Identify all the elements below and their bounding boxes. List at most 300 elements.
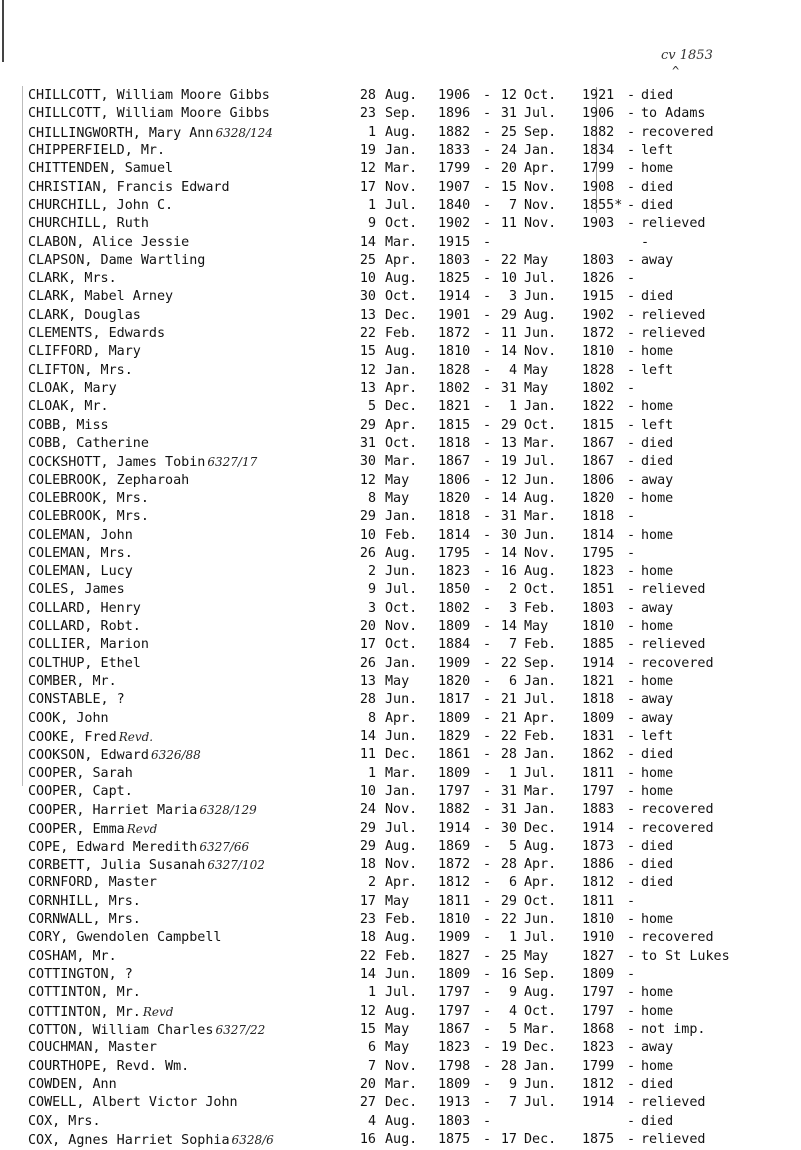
record-row <box>28 691 798 709</box>
admission-day: 10 <box>359 271 376 287</box>
discharge-month: Jul. <box>524 106 557 122</box>
admission-year: 1817 <box>438 692 471 708</box>
date-range-dash: - <box>483 1040 492 1056</box>
patient-name <box>28 124 273 143</box>
record-row <box>28 215 798 233</box>
admission-year: 1814 <box>438 527 471 543</box>
date-range-dash: - <box>483 930 492 946</box>
discharge-year: 1855* <box>582 197 623 213</box>
discharge-day: 22 <box>500 728 517 744</box>
patient-name-text: COLEBROOK, Mrs. <box>28 490 149 506</box>
admission-year: 1795 <box>438 545 471 561</box>
patient-name-text: COBB, Miss <box>28 417 109 433</box>
patient-name <box>28 142 165 160</box>
patient-name-text: COLEMAN, John <box>28 527 133 543</box>
outcome-status: recovered <box>641 820 714 836</box>
date-range-dash: - <box>483 417 492 433</box>
patient-name-text: COTTINGTON, ? <box>28 967 133 982</box>
outcome-status: recovered <box>641 802 714 818</box>
date-range-dash: - <box>483 88 492 103</box>
patient-name-text: COUCHMAN, Master <box>28 1040 157 1056</box>
date-range-dash: - <box>483 124 492 140</box>
date-range-dash: - <box>483 857 492 873</box>
patient-name <box>28 746 201 765</box>
admission-month: Aug. <box>385 545 418 561</box>
discharge-day: 29 <box>500 307 517 323</box>
admission-year: 1809 <box>438 967 471 982</box>
patient-name-text: CHILLINGWORTH, Mary Ann <box>28 125 214 141</box>
discharge-year: 1886 <box>582 857 615 873</box>
record-row <box>28 948 798 966</box>
date-range-dash: - <box>483 1003 492 1019</box>
record-row <box>28 472 798 490</box>
admission-year: 1797 <box>438 985 471 1001</box>
handwritten-annotation: 6326/88 <box>150 748 201 763</box>
outcome-status: home <box>641 564 674 580</box>
patient-name <box>28 87 270 105</box>
date-range-dash: - <box>483 967 492 982</box>
outcome-status: died <box>641 289 674 305</box>
status-dash: - <box>627 1058 636 1074</box>
discharge-day: 29 <box>500 893 517 909</box>
patient-name <box>28 911 141 929</box>
patient-name-text: COTTON, William Charles <box>28 1022 214 1038</box>
discharge-day: 22 <box>500 655 517 671</box>
status-dash: - <box>627 142 636 158</box>
patient-name <box>28 1131 274 1150</box>
patient-name <box>28 179 230 197</box>
discharge-month: Mar. <box>524 509 557 525</box>
admission-day: 13 <box>359 381 376 396</box>
outcome-status: died <box>641 435 674 451</box>
discharge-day: 14 <box>500 344 517 360</box>
outcome-status: home <box>641 912 674 928</box>
date-range-dash: - <box>483 655 492 671</box>
discharge-month: Jun. <box>524 326 557 342</box>
date-range-dash: - <box>483 106 492 122</box>
date-range-dash: - <box>483 637 492 653</box>
outcome-status: away <box>641 252 674 268</box>
outcome-status: away <box>641 472 674 488</box>
patient-name-text: COOPER, Sarah <box>28 765 133 781</box>
discharge-month: Dec. <box>524 820 557 836</box>
admission-year: 1909 <box>438 655 471 671</box>
discharge-month: Jul. <box>524 765 557 781</box>
patient-name-text: CLEMENTS, Edwards <box>28 326 166 342</box>
discharge-day: 1 <box>508 765 517 781</box>
patient-name <box>28 948 117 966</box>
record-row <box>28 508 798 526</box>
admission-day: 27 <box>359 1095 376 1111</box>
date-range-dash: - <box>483 509 492 525</box>
discharge-day: 1 <box>508 399 517 415</box>
admission-day: 1 <box>367 765 376 781</box>
outcome-status: - <box>641 234 650 250</box>
discharge-month: Jul. <box>524 930 557 946</box>
status-dash: - <box>627 820 636 836</box>
records-list <box>28 87 798 1149</box>
record-row <box>28 1076 798 1094</box>
discharge-year: 1914 <box>582 820 615 836</box>
discharge-day: 31 <box>500 783 517 799</box>
outcome-status: home <box>641 619 674 635</box>
status-dash: - <box>627 728 636 744</box>
patient-name <box>28 527 133 545</box>
record-row <box>28 1094 798 1112</box>
discharge-month: Dec. <box>524 1131 557 1147</box>
status-dash: - <box>627 289 636 305</box>
patient-name <box>28 636 149 654</box>
outcome-status: relieved <box>641 307 706 323</box>
patient-name-text: CLARK, Mrs. <box>28 271 117 287</box>
outcome-status: recovered <box>641 655 714 671</box>
patient-name <box>28 801 257 820</box>
admission-month: Aug. <box>385 1003 418 1019</box>
date-range-dash: - <box>483 1095 492 1111</box>
outcome-status: left <box>641 728 674 744</box>
admission-year: 1802 <box>438 381 471 396</box>
admission-month: May <box>385 674 410 689</box>
status-dash: - <box>627 747 636 763</box>
discharge-month: Oct. <box>524 582 557 598</box>
admission-year: 1803 <box>438 252 471 268</box>
patient-name-text: COWELL, Albert Victor John <box>28 1095 238 1111</box>
date-range-dash: - <box>483 307 492 323</box>
outcome-status: relieved <box>641 1131 706 1147</box>
admission-day: 29 <box>359 509 376 525</box>
discharge-day: 16 <box>500 967 517 982</box>
date-range-dash: - <box>483 399 492 415</box>
record-row <box>28 600 798 618</box>
patient-name-text: COX, Agnes Harriet Sophia <box>28 1132 230 1148</box>
patient-name <box>28 398 109 416</box>
discharge-month: Sep. <box>524 967 557 982</box>
status-dash: - <box>627 912 636 928</box>
date-range-dash: - <box>483 362 492 378</box>
discharge-year: 1851 <box>582 582 615 598</box>
discharge-month: Dec. <box>524 1040 557 1056</box>
admission-year: 1821 <box>438 399 471 415</box>
status-dash: - <box>627 838 636 854</box>
discharge-year: 1815 <box>582 417 615 433</box>
discharge-day: 17 <box>500 1131 517 1147</box>
patient-name <box>28 453 257 472</box>
admission-day: 2 <box>367 875 376 891</box>
discharge-year: 1873 <box>582 838 615 854</box>
admission-year: 1818 <box>438 435 471 451</box>
date-range-dash: - <box>483 142 492 158</box>
discharge-year: 1875 <box>582 1131 615 1147</box>
admission-day: 30 <box>359 454 376 470</box>
status-dash: - <box>627 454 636 470</box>
admission-month: Mar. <box>385 1076 418 1092</box>
discharge-day: 9 <box>508 985 517 1001</box>
record-row <box>28 874 798 892</box>
discharge-month: Nov. <box>524 179 557 195</box>
discharge-year: 1797 <box>582 985 615 1001</box>
record-row <box>28 380 798 398</box>
outcome-status: relieved <box>641 582 706 598</box>
admission-month: Nov. <box>385 1058 418 1074</box>
admission-year: 1809 <box>438 1076 471 1092</box>
admission-year: 1867 <box>438 454 471 470</box>
outcome-status: left <box>641 142 674 158</box>
status-dash: - <box>627 875 636 891</box>
admission-month: Feb. <box>385 527 418 543</box>
outcome-status: relieved <box>641 326 706 342</box>
discharge-year: 1903 <box>582 216 615 232</box>
record-row <box>28 490 798 508</box>
discharge-year: 1921 <box>582 88 615 103</box>
discharge-year: 1820 <box>582 490 615 506</box>
date-range-dash: - <box>483 600 492 616</box>
status-dash: - <box>627 252 636 268</box>
patient-name <box>28 105 270 123</box>
date-range-dash: - <box>483 216 492 232</box>
discharge-month: Feb. <box>524 728 557 744</box>
discharge-day: 30 <box>500 820 517 836</box>
record-row <box>28 362 798 380</box>
date-range-dash: - <box>483 234 492 250</box>
admission-month: Jan. <box>385 655 418 671</box>
date-range-dash: - <box>483 893 492 909</box>
discharge-day: 11 <box>500 216 517 232</box>
admission-year: 1914 <box>438 289 471 305</box>
discharge-day: 14 <box>500 545 517 561</box>
date-range-dash: - <box>483 820 492 836</box>
discharge-year: 1882 <box>582 124 615 140</box>
date-range-dash: - <box>483 472 492 488</box>
discharge-year: 1803 <box>582 600 615 616</box>
outcome-status: home <box>641 344 674 360</box>
admission-month: Dec. <box>385 1095 418 1111</box>
record-row <box>28 1021 798 1039</box>
admission-month: Apr. <box>385 417 418 433</box>
admission-year: 1913 <box>438 1095 471 1111</box>
admission-day: 29 <box>359 838 376 854</box>
outcome-status: died <box>641 875 674 891</box>
date-range-dash: - <box>483 1113 492 1129</box>
admission-month: Jul. <box>385 985 418 1001</box>
discharge-month: Nov. <box>524 216 557 232</box>
status-dash: - <box>627 582 636 598</box>
outcome-status: died <box>641 838 674 854</box>
patient-name-text: COSHAM, Mr. <box>28 948 117 964</box>
discharge-year: 1867 <box>582 454 615 470</box>
discharge-year: 1810 <box>582 619 615 635</box>
admission-day: 9 <box>367 216 376 232</box>
discharge-day: 1 <box>508 930 517 946</box>
admission-year: 1820 <box>438 674 471 689</box>
admission-month: Sep. <box>385 106 418 122</box>
discharge-year: 1818 <box>582 692 615 708</box>
patient-name-text: COTTINTON, Mr. <box>28 1004 141 1020</box>
date-range-dash: - <box>483 252 492 268</box>
admission-year: 1909 <box>438 930 471 946</box>
admission-month: Dec. <box>385 307 418 323</box>
discharge-day: 4 <box>508 1003 517 1019</box>
margin-line <box>22 86 23 786</box>
patient-name-text: COLEMAN, Lucy <box>28 564 133 580</box>
admission-year: 1869 <box>438 838 471 854</box>
discharge-day: 20 <box>500 161 517 177</box>
patient-name <box>28 325 165 343</box>
patient-name-text: COOPER, Capt. <box>28 783 133 799</box>
admission-day: 29 <box>359 820 376 836</box>
admission-day: 5 <box>367 399 376 415</box>
status-dash: - <box>627 472 636 488</box>
admission-year: 1828 <box>438 362 471 378</box>
discharge-year: 1809 <box>582 710 615 726</box>
date-range-dash: - <box>483 1076 492 1092</box>
admission-day: 15 <box>359 1021 376 1037</box>
admission-year: 1798 <box>438 1058 471 1074</box>
outcome-status: home <box>641 783 674 799</box>
admission-year: 1829 <box>438 728 471 744</box>
discharge-month: Nov. <box>524 545 557 561</box>
record-row <box>28 984 798 1002</box>
discharge-month: Nov. <box>524 197 557 213</box>
discharge-month: May <box>524 362 549 378</box>
admission-year: 1915 <box>438 234 471 250</box>
status-dash: - <box>627 490 636 506</box>
admission-year: 1797 <box>438 1003 471 1019</box>
record-row <box>28 1058 798 1076</box>
discharge-day: 13 <box>500 435 517 451</box>
status-dash: - <box>627 435 636 451</box>
discharge-day: 10 <box>500 271 517 287</box>
outcome-status: home <box>641 527 674 543</box>
patient-name-text: COLTHUP, Ethel <box>28 655 141 671</box>
status-dash: - <box>627 985 636 1001</box>
discharge-year: 1826 <box>582 271 615 287</box>
discharge-day: 14 <box>500 619 517 635</box>
patient-name-text: CORY, Gwendolen Campbell <box>28 930 222 946</box>
status-dash: - <box>627 381 636 396</box>
arrow-mark: ^ <box>672 64 680 78</box>
date-range-dash: - <box>483 783 492 799</box>
date-range-dash: - <box>483 545 492 561</box>
outcome-status: home <box>641 1058 674 1074</box>
discharge-month: Jan. <box>524 1058 557 1074</box>
discharge-day: 7 <box>508 637 517 653</box>
status-dash: - <box>627 802 636 818</box>
handwritten-annotation: 6327/22 <box>215 1022 266 1037</box>
discharge-month: Apr. <box>524 875 557 891</box>
patient-name <box>28 691 125 709</box>
patient-name-text: CHILLCOTT, William Moore Gibbs <box>28 88 270 103</box>
patient-name-text: COOPER, Harriet Maria <box>28 803 198 819</box>
patient-name <box>28 783 133 801</box>
outcome-status: away <box>641 600 674 616</box>
patient-name-text: COTTINTON, Mr. <box>28 985 141 1001</box>
date-range-dash: - <box>483 710 492 726</box>
patient-name <box>28 1058 189 1076</box>
record-row <box>28 307 798 325</box>
discharge-year: 1809 <box>582 967 615 982</box>
admission-year: 1840 <box>438 197 471 213</box>
discharge-day: 25 <box>500 948 517 964</box>
discharge-month: Jan. <box>524 802 557 818</box>
record-row <box>28 343 798 361</box>
patient-name-text: CHURCHILL, John C. <box>28 197 174 213</box>
discharge-day: 6 <box>508 875 517 891</box>
patient-name-text: CONSTABLE, ? <box>28 692 125 708</box>
record-row <box>28 728 798 746</box>
patient-name <box>28 270 117 288</box>
discharge-day: 29 <box>500 417 517 433</box>
patient-name <box>28 710 109 728</box>
outcome-status: recovered <box>641 124 714 140</box>
discharge-month: Feb. <box>524 600 557 616</box>
discharge-month: Jan. <box>524 399 557 415</box>
discharge-day: 21 <box>500 692 517 708</box>
discharge-month: Aug. <box>524 838 557 854</box>
patient-name-text: COX, Mrs. <box>28 1113 101 1129</box>
status-dash: - <box>627 1076 636 1092</box>
patient-name <box>28 618 141 636</box>
record-row <box>28 197 798 215</box>
date-range-dash: - <box>483 197 492 213</box>
discharge-year: 1906 <box>582 106 615 122</box>
admission-month: Nov. <box>385 802 418 818</box>
outcome-status: home <box>641 399 674 415</box>
discharge-month: Mar. <box>524 1021 557 1037</box>
record-row <box>28 1003 798 1021</box>
date-range-dash: - <box>483 454 492 470</box>
record-row <box>28 655 798 673</box>
admission-month: Mar. <box>385 161 418 177</box>
discharge-month: Jan. <box>524 142 557 158</box>
date-range-dash: - <box>483 1021 492 1037</box>
admission-month: Mar. <box>385 454 418 470</box>
admission-day: 1 <box>367 985 376 1001</box>
patient-name-text: CLARK, Douglas <box>28 307 141 323</box>
status-dash: - <box>627 344 636 360</box>
outcome-status: recovered <box>641 930 714 946</box>
admission-month: Apr. <box>385 381 418 396</box>
date-range-dash: - <box>483 344 492 360</box>
discharge-day: 22 <box>500 912 517 928</box>
record-row <box>28 746 798 764</box>
discharge-day: 12 <box>500 88 517 103</box>
admission-year: 1809 <box>438 765 471 781</box>
record-row <box>28 911 798 929</box>
date-range-dash: - <box>483 765 492 781</box>
patient-name-text: CORNWALL, Mrs. <box>28 912 141 928</box>
discharge-year: 1862 <box>582 747 615 763</box>
admission-month: Jun. <box>385 692 418 708</box>
status-dash: - <box>627 564 636 580</box>
status-dash: - <box>627 326 636 342</box>
date-range-dash: - <box>483 161 492 177</box>
outcome-status: died <box>641 747 674 763</box>
patient-name <box>28 1113 101 1131</box>
handwritten-annotation: 6327/66 <box>199 839 250 854</box>
patient-name-text: COBB, Catherine <box>28 435 149 451</box>
discharge-year: 1822 <box>582 399 615 415</box>
discharge-month: Jul. <box>524 454 557 470</box>
discharge-year: 1883 <box>582 802 615 818</box>
discharge-year: 1908 <box>582 179 615 195</box>
status-dash: - <box>627 655 636 671</box>
discharge-year: 1821 <box>582 674 615 689</box>
record-row <box>28 179 798 197</box>
admission-day: 19 <box>359 142 376 158</box>
patient-name-text: CORBETT, Julia Susanah <box>28 858 206 874</box>
record-row <box>28 270 798 288</box>
outcome-status: home <box>641 765 674 781</box>
